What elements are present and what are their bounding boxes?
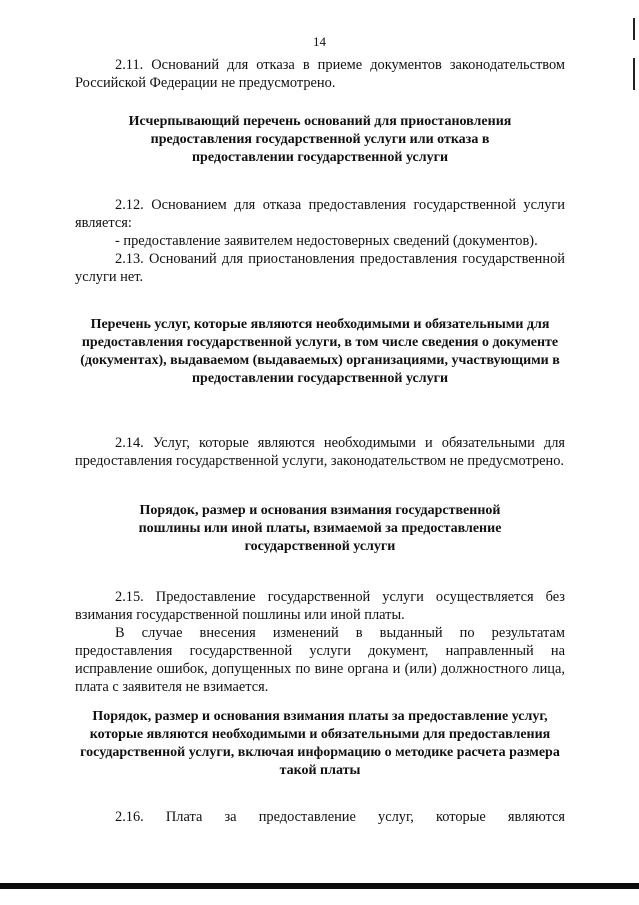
paragraph-2-14: 2.14. Услуг, которые являются необходимыми и обязательными для предоставления государственной услуги, законодательством не предусмотрено. xyxy=(75,435,565,469)
paragraph-2-12: 2.12. Основанием для отказа предоставления государственной услуги является: xyxy=(75,197,565,231)
scan-bottom-bar xyxy=(0,883,639,889)
paragraph-2-15: 2.15. Предоставление государственной услуги осуществляется без взимания государственной пошлины или иной платы. xyxy=(75,589,565,623)
section-heading-required-services: Перечень услуг, которые являются необходимыми и обязательными для предоставления государственной услуги, в том числе сведения о документе (документах), выдаваемом (выдаваемых) организациями, участвующими в предоставлении государственной услуги xyxy=(80,317,560,386)
scan-mark xyxy=(633,58,635,90)
paragraph-2-13: 2.13. Оснований для приостановления предоставления государственной услуги нет. xyxy=(75,251,565,285)
page-number: 14 xyxy=(313,34,326,49)
paragraph-2-16: 2.16. Плата за предоставление услуг, которые являются xyxy=(115,809,565,825)
paragraph-2-12-item: - предоставление заявителем недостоверных сведений (документов). xyxy=(115,233,538,249)
section-heading-service-fee: Порядок, размер и основания взимания платы за предоставление услуг, которые являются необходимыми и обязательными для предоставления государственной услуги, включая информацию о методике расчета размера такой платы xyxy=(80,709,560,778)
paragraph-2-15-fee-note: В случае внесения изменений в выданный по результатам предоставления государственной услуги документ, направленный на исправление ошибок, допущенных по вине органа и (или) должностного лица, плата с заявителя не взимается. xyxy=(75,625,565,695)
section-heading-state-fee: Порядок, размер и основания взимания государственной пошлины или иной платы, взимаемой за предоставление государственной услуги xyxy=(138,503,502,554)
paragraph-2-11: 2.11. Оснований для отказа в приеме документов законодательством Российской Федерации не предусмотрено. xyxy=(75,57,565,91)
section-heading-refusal-grounds: Исчерпывающий перечень оснований для приостановления предоставления государственной услуги или отказа в предоставлении государственной услуги xyxy=(128,114,512,165)
